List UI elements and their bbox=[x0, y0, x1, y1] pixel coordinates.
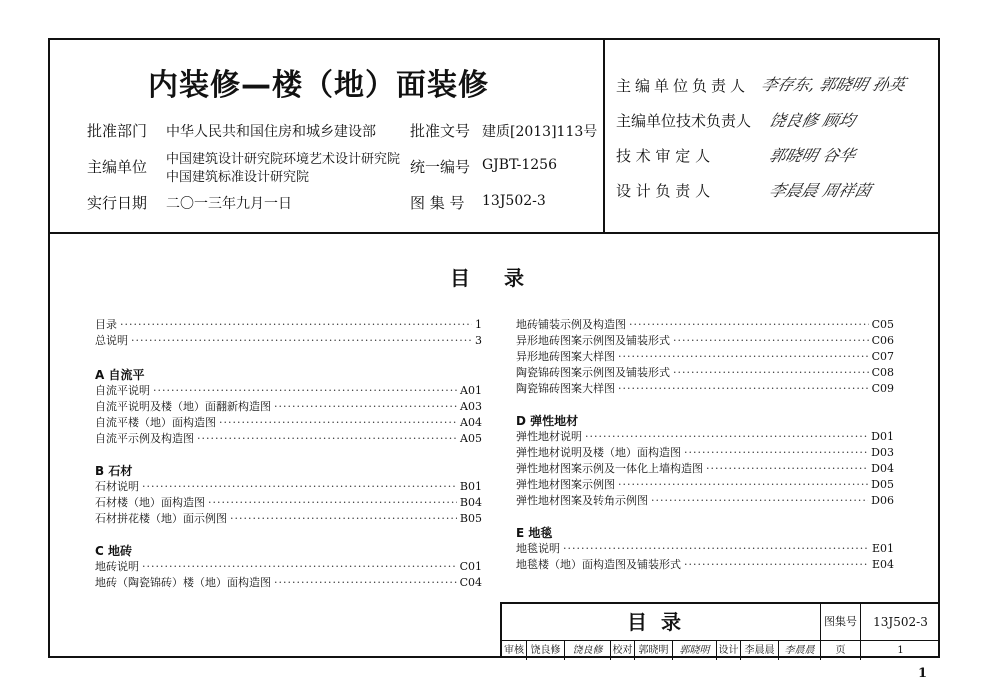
toc-right-column bbox=[516, 317, 894, 573]
toc-entry[interactable]: 石材说明 ····· B01 bbox=[95, 479, 482, 495]
title-block bbox=[500, 602, 940, 658]
toc-entry[interactable]: 自流平说明及楼（地）面翻新构造图 ····· A03 bbox=[95, 399, 482, 415]
toc-entry[interactable]: 目录 ····· 1 bbox=[95, 317, 482, 333]
toc-entry[interactable]: 异形地砖图案大样图 ····· C07 bbox=[516, 349, 894, 365]
atlas-no: 13J502-3 bbox=[482, 193, 546, 209]
toc-entry[interactable]: 弹性地材图案及转角示例图 ····· D06 bbox=[516, 493, 894, 509]
section-heading-a: A 自流平 bbox=[95, 368, 145, 382]
toc-entry[interactable]: 弹性地材图案示例及一体化上墙构造图 ····· D04 bbox=[516, 461, 894, 477]
check-label: 校对 bbox=[610, 641, 634, 660]
toc-entry[interactable]: 异形地砖图案示例图及铺装形式 ····· C06 bbox=[516, 333, 894, 349]
toc-entry[interactable]: 石材拼花楼（地）面示例图 ····· B05 bbox=[95, 511, 482, 527]
design-lead-signature: 李晨晨 周祥茵 bbox=[767, 181, 874, 200]
approval-dept: 中华人民共和国住房和城乡建设部 bbox=[166, 124, 376, 140]
toc-entry[interactable]: 陶瓷锦砖图案大样图 ····· C09 bbox=[516, 381, 894, 397]
technical-reviewer-signature: 郭晓明 谷华 bbox=[767, 146, 858, 165]
technical-reviewer-label: 技 术 审 定 人 bbox=[616, 147, 711, 165]
checker-signature: 郭晓明 bbox=[672, 641, 716, 660]
toc-entry[interactable]: 弹性地材说明及楼（地）面构造图 ····· D03 bbox=[516, 445, 894, 461]
chief-unit-tech-head-signature: 饶良修 顾均 bbox=[767, 111, 858, 130]
toc-entry[interactable]: 地毯说明 ····· E01 bbox=[516, 541, 894, 557]
header-vertical-divider bbox=[603, 38, 605, 233]
reviewer-name: 饶良修 bbox=[526, 641, 564, 660]
designer-name: 李晨晨 bbox=[740, 641, 778, 660]
title-block-atlas-no: 13J502-3 bbox=[860, 604, 940, 640]
approval-doc: 建质[2013]113号 bbox=[482, 124, 598, 140]
chief-unit-head-label: 主编单位负责人 bbox=[616, 77, 750, 95]
checker-name: 郭晓明 bbox=[634, 641, 672, 660]
section-heading-c: C 地砖 bbox=[95, 544, 132, 558]
editor-unit-2: 中国建筑标准设计研究院 bbox=[166, 170, 310, 185]
title-block-atlas-label: 图集号 bbox=[820, 604, 860, 640]
header-divider bbox=[48, 232, 940, 234]
toc-entry[interactable]: 地砖（陶瓷锦砖）楼（地）面构造图 ····· C04 bbox=[95, 575, 482, 591]
chief-unit-head-signature: 李存东, 郭晓明 孙英 bbox=[759, 75, 908, 94]
toc-entry[interactable]: 总说明 ····· 3 bbox=[95, 333, 482, 349]
section-heading-b: B 石材 bbox=[95, 464, 133, 478]
section-heading-e: E 地毯 bbox=[516, 526, 553, 540]
effective-date-label: 实行日期 bbox=[87, 194, 148, 212]
title-block-page: 1 bbox=[860, 641, 940, 660]
page-label: 页 bbox=[820, 641, 860, 660]
designer-signature: 李晨晨 bbox=[778, 641, 820, 660]
chief-unit-tech-head-label: 主编单位技术负责人 bbox=[616, 112, 752, 130]
atlas-title: 内装修—楼（地）面装修 bbox=[148, 68, 489, 103]
editor-unit-label: 主编单位 bbox=[87, 158, 148, 176]
toc-entry[interactable]: 地毯楼（地）面构造图及铺装形式 ····· E04 bbox=[516, 557, 894, 573]
title-block-name: 目录 bbox=[627, 610, 695, 634]
toc-entry[interactable]: 弹性地材图案示例图 ····· D05 bbox=[516, 477, 894, 493]
review-label: 审核 bbox=[504, 645, 524, 656]
toc-entry[interactable]: 石材楼（地）面构造图 ····· B04 bbox=[95, 495, 482, 511]
toc-entry[interactable]: 弹性地材说明 ····· D01 bbox=[516, 429, 894, 445]
unified-no-label: 统一编号 bbox=[410, 158, 471, 176]
effective-date: 二〇一三年九月一日 bbox=[166, 196, 292, 212]
unified-no: GJBT-1256 bbox=[482, 157, 557, 173]
approval-dept-label: 批准部门 bbox=[87, 122, 148, 140]
toc-entry[interactable]: 地砖铺装示例及构造图 ····· C05 bbox=[516, 317, 894, 333]
toc-entry[interactable]: 自流平说明 ····· A01 bbox=[95, 383, 482, 399]
toc-entry[interactable]: 地砖说明 ····· C01 bbox=[95, 559, 482, 575]
toc-entry[interactable]: 自流平楼（地）面构造图 ····· A04 bbox=[95, 415, 482, 431]
toc-entry[interactable]: 陶瓷锦砖图案示例图及铺装形式 ····· C08 bbox=[516, 365, 894, 381]
section-heading-d: D 弹性地材 bbox=[516, 414, 579, 428]
toc-entry[interactable]: 自流平示例及构造图 ····· A05 bbox=[95, 431, 482, 447]
atlas-no-label: 图 集 号 bbox=[410, 194, 465, 212]
design-label: 设计 bbox=[716, 641, 740, 660]
toc-left-column bbox=[95, 317, 482, 591]
editor-unit-1: 中国建筑设计研究院环境艺术设计研究院 bbox=[166, 152, 401, 167]
toc-title: 目录 bbox=[450, 266, 558, 290]
design-lead-label: 设 计 负 责 人 bbox=[616, 182, 711, 200]
approval-doc-label: 批准文号 bbox=[410, 122, 471, 140]
reviewer-signature: 饶良修 bbox=[564, 641, 610, 660]
page-number: 1 bbox=[918, 666, 928, 681]
